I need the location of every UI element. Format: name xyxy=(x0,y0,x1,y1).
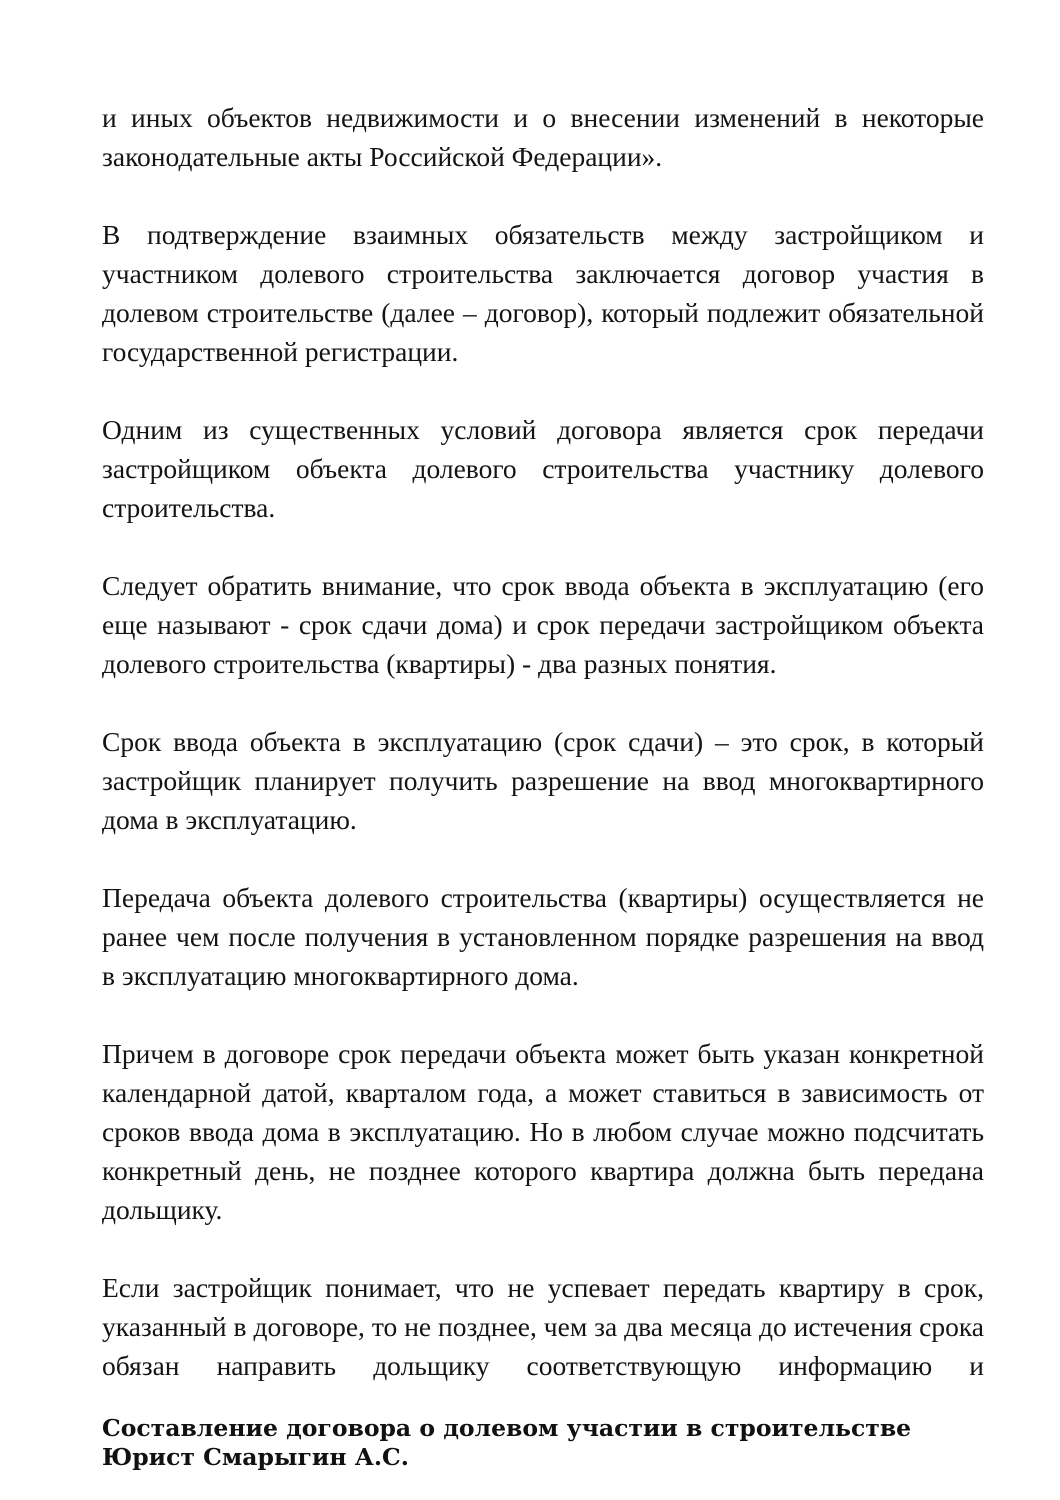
footer-author: Юрист Смарыгин А.С. xyxy=(102,1443,409,1471)
paragraph: Следует обратить внимание, что срок ввода объекта в эксплуатацию (его еще называют - срок сдачи дома) и срок передачи застройщиком объекта долевого строительства (квартиры) - два разных понятия. xyxy=(102,570,984,679)
paragraph: В подтверждение взаимных обязательств между застройщиком и участником долевого строительства заключается договор участия в долевом строительстве (далее – договор), который подлежит обязательной государственной регистрации. xyxy=(102,219,984,367)
paragraph: Срок ввода объекта в эксплуатацию (срок сдачи) – это срок, в который застройщик планирует получить разрешение на ввод многоквартирного дома в эксплуатацию. xyxy=(102,726,984,835)
paragraph: Если застройщик понимает, что не успевает передать квартиру в срок, указанный в договоре, то не позднее, чем за два месяца до истечения срока обязан направить дольщику соответствующую информацию и xyxy=(102,1272,984,1381)
paragraph: и иных объектов недвижимости и о внесении изменений в некоторые законодательные акты Российской Федерации». xyxy=(102,102,984,172)
document-body xyxy=(102,98,984,1424)
paragraph: Причем в договоре срок передачи объекта может быть указан конкретной календарной датой, кварталом года, а может ставиться в зависимость от сроков ввода дома в эксплуатацию. Но в любом случае можно подсчитать конкретный день, не позднее которого квартира должна быть передана дольщику. xyxy=(102,1038,984,1225)
footer-title: Составление договора о долевом участии в строительстве xyxy=(102,1414,912,1442)
page-footer xyxy=(102,1414,1002,1472)
paragraph: Одним из существенных условий договора является срок передачи застройщиком объекта долевого строительства участнику долевого строительства. xyxy=(102,414,984,523)
paragraph: Передача объекта долевого строительства (квартиры) осуществляется не ранее чем после получения в установленном порядке разрешения на ввод в эксплуатацию многоквартирного дома. xyxy=(102,882,984,991)
